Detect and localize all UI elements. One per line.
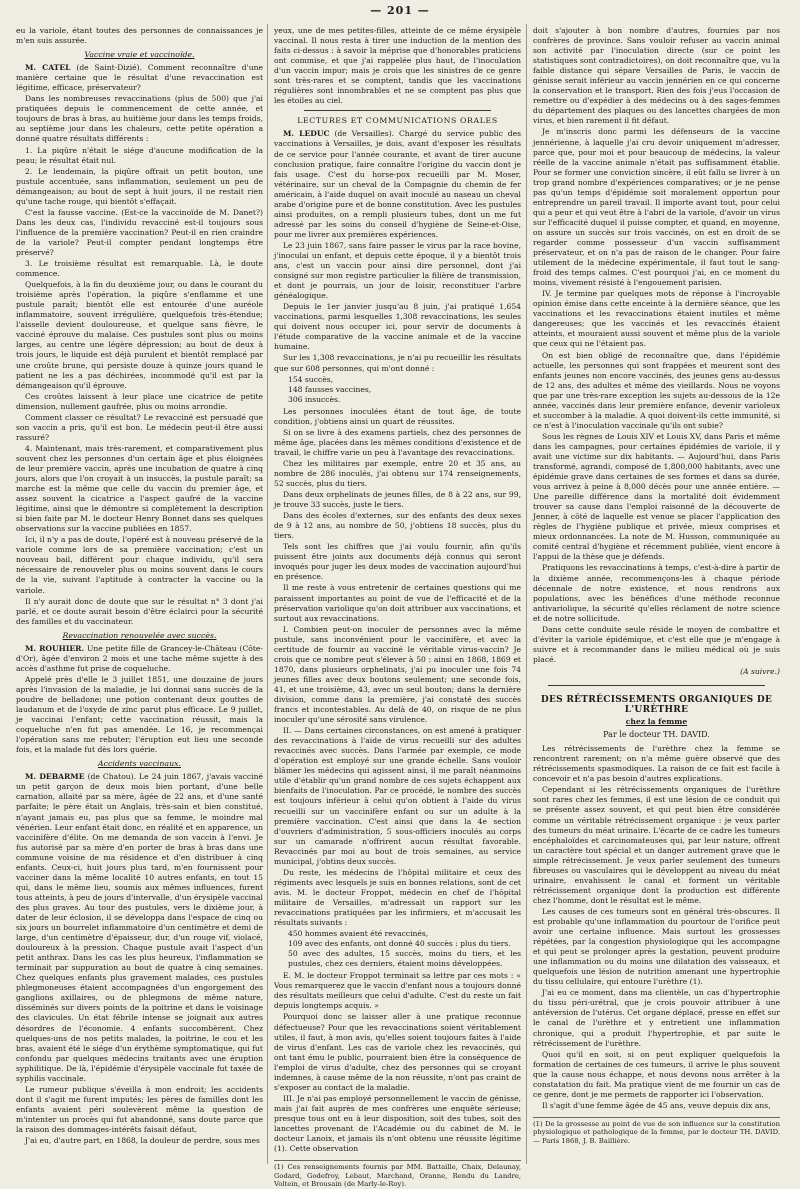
list-item: 154 succès, (288, 374, 334, 384)
paragraph: IV. Je termine par quelques mots de réponse à l'incroyable opinion émise dans cette enceinte à la dernière séance, que les vaccinations et les revaccinations étaient inutiles et même dangereuses; que les vaccinés et les revaccinés étaient atteints, et mouraient aussi souvent et même plus de la variole que ceux qui ne l'étaient pas. (533, 289, 780, 349)
paragraph: Je m'inscris donc parmi les défenseurs de la vaccine jennérienne, à laquelle j'ai cru devoir uniquement m'adresser, parce que, pour moi et pour beaucoup de médecins, la valeur réelle de la vaccine animale n'était pas suffisamment établie. Pour se former une conviction sincère, il eût fallu se livrer à un trop grand nombre d'expériences comparatives; or je ne pense pas qu'un temps d'épidémie soit moralement opportun pour entreprendre un pareil travail. Il importe avant tout, pour celui qui a peur et qui veut être à l'abri de la variole, d'avoir un virus sur l'efficacité duquel il puisse compter, et quand, en moyenne, on assure un succès sur trois vaccinés, on est en droit de se regarder comme possesseur d'un vaccin suffisamment préservateur, et on n'a pas de raison de le changer. Pour faire utilement de la médecine expérimentale, il faut tout le sang-froid des temps calmes. C'est pourquoi j'ai, en ce moment du moins, vivement résisté à l'engouement parisien. (533, 127, 780, 288)
paragraph: Les causes de ces tumeurs sont en général très-obscures. Il est probable qu'une inflammation du pourtour de l'orifice peut avoir une certaine influence. Mais surtout les grossesses répétées, par la congestion physiologique qui les accompagne et qui peut se prolonger après la gestation, peuvent produire une inflammation ou du moins une dilatation des vaisseaux, et quelquefois une lésion de nutrition amenant une hypertrophie du tissu cellulaire, qui entoure l'urèthre (1). (533, 906, 780, 987)
list-item: 109 avec des enfants, ont donné 40 succès : plus du tiers. (288, 939, 511, 949)
paragraph: 1. La piqûre n'était le siége d'aucune modification de la peau; le résultat était nul. (16, 145, 263, 165)
paragraph (274, 129, 521, 240)
paragraph: 3. Le troisième résultat est remarquable. Là, le doute commence. (16, 259, 263, 279)
paragraph: Il me reste à vous entretenir de certaines questions qui me paraissent importantes au point de vue de l'efficacité et de la préservation variolique qu'on doit attribuer aux vaccinations, et surtout aux revaccinations. (274, 583, 521, 623)
column-rule (526, 24, 527, 1164)
paragraph: Si on se livre à des examens partiels, chez des personnes de même âge, placées dans les mêmes conditions d'existence et de travail, le chiffre varie un peu à l'avantage des revaccinations. (274, 427, 521, 457)
paragraph: yeux, une de mes petites-filles, atteinte de ce même érysipèle vaccinal. Il nous resta à tirer une induction de la mention des faits ci-dessus : à savoir la méprise que d'honorables praticiens ont commise, et que j'ai rappelée plus haut, de l'inoculation d'un vaccin impur; mais je crois que les sinistres de ce genre sont très-rares et se comptent, tandis que les vaccinations régulières sont innombrables et ne se comptent pas plus que les étoiles au ciel. (274, 26, 521, 106)
paragraph: Sur les 1,308 revaccinations, je n'ai pu recueillir les résultats que sur 608 personnes, qui m'ont donné : (274, 353, 521, 373)
paragraph: Les personnes inoculées étant de tout âge, de toute condition, j'obtiens ainsi un quart de réussites. (274, 406, 521, 426)
speaker-name: M. LEDUC (283, 129, 330, 139)
paragraph: Ces croûtes laissent à leur place une cicatrice de petite dimension, nullement gaufrée, plus ou moins arrondie. (16, 391, 263, 411)
paragraph-text: (de Chatou). Le 24 juin 1867, j'avais vacciné un petit garçon de deux mois bien portant, d'une belle carnation, allaité par sa mère, âgée de 22 ans, et d'une santé parfaite; le père était un Anglais, très-sain et bien constitué, n'ayant jamais eu, pas plus que sa femme, le moindre mal vénérien. Leur enfant était donc, en réalité et en apparence, un vaccinifère d'élite. On me demanda de son vaccin à l'envi. Je fus autorisé par sa mère d'en porter de bras à bras dans une commune voisine de ma résidence et d'en distribuer à cinq enfants. Ceux-ci, huit jours plus tard, m'en fournissent pour vacciner dans la même localité 10 autres enfants, en tout 15 qui, dans le même lieu, soumis aux mêmes influences, furent tous atteints, à peu de jours d'intervalle, d'un érysipèle vaccinal des plus graves. Au tour des pustules, vers le dixième jour, à dater de leur éclosion, il se développa dans l'espace de cinq ou six jours un bourrelet inflammatoire d'un centimètre et demi de large, d'un centimètre d'épaisseur, dur, d'un rouge vif, violacé, douloureux à la pression. Chaque pustule avait l'aspect d'un petit anthrax. Dans les cas les plus heureux, l'inflammation se terminait par suppuration au bout de quatre à cinq semaines. Chez quelques enfants plus gravement malades, ces pustules phlegmoneuses étaient accompagnées d'un engorgement des ganglions axillaires, ou de phlegmons de même nature, disséminés sur divers points de la poitrine et dans le voisinage des clavicules. Un état fébrile intense se joignait aux autres désordres de l'économie. 4 enfants succombèrent. Chez quelques-uns de nos petits malades, la poitrine, le cou et les bras, avaient été le siége d'un érythème symptomatique, qui fut confondu par quelques médecins traitants avec une éruption syphilitique. De là, l'épidémie d'érysipèle vaccinale fut taxée de syphilis vaccinale. (16, 772, 263, 1083)
article-byline: Par le docteur TH. DAVID. (603, 730, 710, 740)
article-subtitle: chez la femme (625, 717, 688, 727)
paragraph: On est bien obligé de reconnaître que, dans l'épidémie actuelle, les personnes qui sont frappées et meurent sont des enfants jeunes non encore vaccinés, des jeunes gens au-dessus de 12 ans, des adultes et même des vieillards. Nous ne voyons que par une très-rare exception les sujets au-dessous de la 12e année, vaccinés dans leur première enfance, devenir varioleux et succomber à la maladie. A quoi doivent-ils cette immunité, si ce n'est à l'inoculation vaccinale qu'ils ont subie? (533, 350, 780, 430)
paragraph: Pratiquons les revaccinations à temps, c'est-à-dire à partir de la dixième année, recommençons-les à chaque période décennale de notre existence, et nous rendrons aux populations, avec les bénéfices d'une méthode reconnue antivariolique, la sécurité qu'elles réclament de notre science et de notre sollicitude. (533, 563, 780, 623)
paragraph: Le 23 juin 1867, sans faire passer le virus par la race bovine, j'inoculai un enfant, et depuis cette époque, il y a bientôt trois ans, c'est un vaccin pour ainsi dire personnel, dont j'ai consigné sur mon registre particulier la filière de transmission, et dont je pourrais, un jour de loisir, reconstituer l'arbre généalogique. (274, 240, 521, 301)
paragraph: Chez les militaires par exemple, entre 20 et 35 ans, au nombre de 286 inoculés, j'ai obtenu sur 174 renseignements, 52 succès, plus du tiers. (274, 458, 521, 489)
footnote: (1) Ces renseignements fournis par MM. Battaille, Chaix, Delaunay, Godard, Godefroy, Lebaut, Marchand, Oranne, Rendu du Landre, Voltein, et Brousain (de Marly-le-Roy). (274, 1160, 521, 1189)
paragraph: Quoi qu'il en soit, si on peut expliquer quelquefois la formation de certaines de ces tumeurs, il arrive le plus souvent que la cause nous échappe, et nous devons nous arrêter à la constatation du fait. Ma pratique vient de me fournir un cas de ce genre, dont je me permets de rapporter ici l'observation. (533, 1049, 780, 1099)
list-item: 306 insuccès. (288, 394, 341, 404)
paragraph-text: (de Versailles). Chargé du service public des vaccinations à Versailles, je dois, avant d'exposer les résultats de ce service pour l'année courante, et avant de tirer aucune conclusion pratique, faire connaître l'origine du vaccin dont je fais usage. C'est du horse-pox recueilli par M. Moser, vétérinaire, sur un cheval de la Compagnie du chemin de fer américain, à l'aide duquel on avait inoculé au naseau un cheval arabe d'origine pure et de bonne constitution. Avec les pustules ainsi produites, on a rempli plusieurs tubes, dont un me fut adressé par les soins du conseil d'hygiène de Seine-et-Oise, pour me livrer aux premières expériences. (274, 129, 521, 239)
paragraph (16, 772, 263, 1083)
paragraph: Sous les règnes de Louis XIV et Louis XV, dans Paris et même dans les campagnes, pour certaines épidémies de variole, il y avait une victime sur dix habitants. — Aujourd'hui, dans Paris transformé, agrandi, composé de 1,800,000 habitants, avec une épidémie grave dans certaines de ses formes et dans sa durée, vous arrivez à peine à 8,000 décès pour une année entière. — Une pareille différence dans la mortalité doit évidemment trouver sa cause dans l'emploi raisonné de la découverte de Jenner, à côté de laquelle est venue se placer l'application des règles de l'hygiène publique et privée, mieux comprises et mieux ordonnancées. La note de M. Husson, communiquée au comité central d'hygiène et récemment publiée, vient encore à l'appui de la thèse que je défends. (533, 431, 780, 562)
paragraph-text: Une petite fille de Grancey-le-Château (Côte-d'Or), âgée d'environ 2 mois et une tache même sujette à des accès d'asthme fut prise de coqueluche. (16, 643, 263, 673)
paragraph: Les rétrécissements de l'urèthre chez la femme se rencontrent rarement; on n'a même guère observé que des rétrécissements spasmodiques. La raison de ce fait est facile à concevoir et n'a pas besoin d'autres explications. (533, 744, 780, 784)
paragraph: Dans des écoles d'externes, sur des enfants des deux sexes de 9 à 12 ans, au nombre de 50, j'obtiens 18 succès, plus du tiers. (274, 511, 521, 541)
speaker-name: M. ROUHIER. (25, 643, 85, 653)
section-heading: LECTURES ET COMMUNICATIONS ORALES (297, 116, 498, 126)
paragraph: Il s'agit d'une femme âgée de 45 ans, veuve depuis dix ans, (542, 1100, 771, 1110)
speaker-name: M. CATEL (25, 63, 71, 73)
ornament-divider (533, 681, 780, 689)
paragraph: Dans deux orphelinats de jeunes filles, de 8 à 22 ans, sur 99, je trouve 33 succès, juste le tiers. (274, 490, 521, 510)
paragraph: Dans cette conduite seule réside le moyen de combattre et d'éviter la variole épidémique, et c'est elle que je m'engage à suivre et à recommander dans le milieu médical où je suis placé. (533, 624, 780, 664)
paragraph: Le rumeur publique s'éveilla à mon endroit; les accidents dont il s'agit me furent imputés; les pères de familles dont les enfants avaient péri soulevèrent même la question de m'intenter un procès qui fut abandonné, sans doute parce que la raison des dommages-intérêts faisait défaut. (16, 1084, 263, 1134)
results-list (288, 929, 521, 969)
paragraph: Depuis le 1er janvier jusqu'au 8 juin, j'ai pratiqué 1,654 vaccinations, parmi lesquelles 1,308 revaccinations, les seules qui doivent nous occuper ici, pour servir de documents à l'étude comparative de la vaccine animale et de la vaccine humaine. (274, 302, 521, 352)
paragraph: Cependant si les rétrécissements organiques de l'urèthre sont rares chez les femmes, il est une lésion de ce conduit qui se présente assez souvent, et qui peut bien être considérée comme un véritable rétrécissement organique : je veux parler des tumeurs du méat urinaire. L'écarte de ce cadre les tumeurs encéphaloïdes et carcinomateuses qui, par leur nature, offrent un caractère tout spécial et un danger autrement grave que le simple rétrécissement. Je veux parler seulement des tumeurs fibreuses ou vasculaires qui le développent au niveau du méat urinaire, envahissent le canal et forment un véritable rétrécissement organique dont la production est différente chez l'homme, dont le résultat est le même. (533, 785, 780, 905)
paragraph: C'est la fausse vaccine. (Est-ce la vaccinoïde de M. Danet?) Dans les deux cas, l'individu revacciné est-il toujours sous l'influence de la première vaccination? Peut-il en rien craindre de la variole? Peut-il compter pendant longtemps être préservé? (16, 207, 263, 257)
paragraph: Dans les nombreuses revaccinations (plus de 500) que j'ai pratiquées depuis le commencement de cette année, et toujours de bras à bras, au huitième jour dans les temps froids, au septième jour dans les chaleurs, cette petite opération a donné quatre résultats différents : (16, 94, 263, 144)
paragraph: Tels sont les chiffres que j'ai voulu fournir, afin qu'ils puissent être joints aux documents déjà connus qui seront invoqués pour juger les deux modes de vaccination aujourd'hui en présence. (274, 542, 521, 582)
to-be-continued: (A suivre.) (740, 666, 780, 676)
paragraph: J'ai eu, d'autre part, en 1868, la douleur de perdre, sous mes (25, 1136, 260, 1146)
column-rule (267, 24, 268, 1164)
paragraph: J'ai eu ce moment, dans ma clientèle, un cas d'hypertrophie du tissu péri-urétral, que je crois pouvoir attribuer à une antéversion de l'utérus. Cet organe déplacé, presse en effet sur le canal de l'urèthre et y entretient une inflammation chronique, qui a produit l'hypertrophie, et par suite le rétrécissement de l'urèthre. (533, 988, 780, 1048)
page-number: — 201 — (370, 4, 430, 17)
results-list (288, 375, 521, 405)
paragraph: eu la variole, étant toutes des personnes de connaissances je m'en suis assurée. (16, 26, 263, 46)
section-heading: Revaccination renouvelée avec succès. (62, 630, 217, 640)
section-heading: Accidents vaccinaux. (98, 759, 181, 769)
column-left (16, 26, 263, 1166)
paragraph: Du reste, les médecins de l'hôpital militaire et ceux des régiments avec lesquels je suis en bonnes relations, sont de cet avis. M. le docteur Froppot, médecin en chef de l'hôpital militaire de Versailles, m'adressait un rapport sur les revaccinations pratiquées par les infirmiers, et m'accusait les résultats suivants : (274, 867, 521, 928)
paragraph: III. Je n'ai pas employé personnellement le vaccin de génisse, mais j'ai fait auprès de mes confrères une enquête sérieuse; presque tous ont eu à leur disposition, soit des tubes, soit des lancettes provenant de l'Académie ou du cabinet de M. le docteur Lanoix, et jamais ils n'ont obtenu une réussite légitime (1). Cette observation (274, 1093, 521, 1154)
paragraph-text: (de Saint-Dizié). Comment reconnaître d'une manière certaine que le résultat d'une revaccination est légitime, efficace, préservateur? (16, 63, 263, 93)
section-heading: Vaccine vraie et vaccinoïde. (84, 50, 195, 60)
paragraph: I. Combien peut-on inoculer de personnes avec la même pustule, sans inconvénient pour le vaccinifère, et avec la certitude de fournir au vacciné le véritable virus-vaccin? Je crois que ce nombre peut s'élever à 50 : ainsi en 1868, 1869 et 1870, dans plusieurs orphelinats, j'ai pu inoculer une fois 74 jeunes filles avec deux boutons seulement; une seconde fois, 41, et une troisième, 43, avec un seul bouton; dans la dernière division, comme dans la première, j'ai constaté des succès francs et incontestables. Au delà de 40, on risque de ne plus inoculer qu'une sérosité sans virulence. (274, 624, 521, 725)
paragraph: Pourquoi donc se laisser aller à une pratique reconnue défectueuse? Pour que les revaccinations soient véritablement utiles, il faut, à mon avis, qu'elles soient toujours faites à l'aide de virus d'enfant. Les cas de variole chez les revaccinés, qui ont tant ému le public, pourraient bien être la conséquence de l'emploi de virus d'adulte, chez des personnes qui se croyant indemnes, à cause même de la non réussite, n'ont pas craint de s'exposer au contact de la maladie. (274, 1012, 521, 1092)
paragraph: E. M. le docteur Froppot terminait sa lettre par ces mots : « Vous remarquerez que le vaccin d'enfant nous a toujours donné des résultats meilleurs que celui d'adulte. C'est du reste un fait depuis longtemps acquis. » (274, 971, 521, 1011)
paragraph: Il n'y aurait donc de doute que sur le résultat n° 3 dont j'ai parlé, et ce doute aurait besoin d'être éclairci pour la sécurité des familles et du vaccinateur. (16, 596, 263, 626)
paragraph: Quelquefois, à la fin du deuxième jour, ou dans le courant du troisième après l'opération, la piqûre s'enflamme et une pustule paraît; bientôt elle est entourée d'une auréole inflammatoire, souvent irrégulière, quelquefois très-étendue; l'aisselle devient douloureuse, et quelque sans fièvre, le vacciné éprouve du malaise. Ces pustules sont plus ou moins larges, au centre une légère dépression; au bout de deux à trois jours, le liquide est déjà purulent et bientôt remplacé par une croûte brune, qui persiste douze à quinze jours quand le patient ne les a pas déchirées, incommodé qu'il est par la démangeaison qu'il éprouve. (16, 280, 263, 390)
paragraph: Comment classer ce résultat? Le revacciné est persuadé que son vaccin a pris, qu'il est bon. Le médecin peut-il être aussi rassuré? (16, 412, 263, 442)
column-right (533, 26, 780, 1166)
paragraph: 4. Maintenant, mais très-rarement, et comparativement plus souvent chez les personnes d'un certain âge et plus éloignées de leur première vaccin, après une incubation de quatre à cinq jours, alors que l'on croyait à un insuccès, la pustule paraît; sa marche est la même que celle du vaccin du premier âge, et assez souvent la cicatrice a l'aspect gaufré de la vaccine légitime, ainsi que le démontre si complètement la description si bien faite par M. le docteur Henry Bonnet dans ses quelques observations sur la vaccine publiées en 1857. (16, 443, 263, 534)
paragraph: Appelé près d'elle le 3 juillet 1851, une douzaine de jours après l'invasion de la maladie, je lui donnai sans succès de la poudre de belladone; une potion contenant deux gouttes de laudanum et de l'oxyde de zinc parut plus efficace. Le 9 juillet, je vaccinai l'enfant; cette vaccination réussit, mais la coqueluche n'en fut pas amendée. Le 16, je recommençai l'opération sans me rebuter; l'éruption eut lieu une seconde fois, et la malade fut dès lors guérie. (16, 674, 263, 755)
column-middle (274, 26, 521, 1189)
divider (304, 110, 491, 111)
paragraph: Ici, il n'y a pas de doute, l'opéré est à nouveau préservé de la variole comme lors de sa première vaccination; c'est un nouveau bail, différent pour chaque individu, qu'il sera nécessaire de renouveler plus ou moins souvent dans le cours de la vie, suivant l'aptitude à contracter la vaccine ou la variole. (16, 535, 263, 595)
paragraph: 2. Le lendemain, la piqûre offrait un petit bouton, une pustule accentuée, sans inflammation, seulement un peu de démangeaison; au bout de sept à huit jours, il ne restait rien qu'une tache rouge, qui bientôt s'effaçait. (16, 166, 263, 206)
list-item: 450 hommes avaient été revaccinés, (288, 929, 429, 939)
footnote: (1) De la grossesse au point de vue de son influence sur la constitution physiologique et pathologique de la femme, par le docteur TH. DAVID. — Paris 1868, J. B. Baillière. (533, 1117, 780, 1146)
list-item: 50 avec des adultes, 15 succès, moins du tiers, et les pustules, chez ces derniers, étaient moins développées. (288, 949, 521, 969)
paragraph: doit s'ajouter à bon nombre d'autres, fournies par nos confrères de province. Sans vouloir refuser au vaccin animal son activité par l'inoculation directe (sur ce point les statistiques sont contradictoires), on doit reconnaître que, vu la faible distance qui sépare Versailles de Paris, le vaccin de génisse serait inférieur au vaccin jennérien en ce qui concerne la conservation et le transport. Rien des fois j'eus l'occasion de remettre ou d'expédier à des médecins ou à des sages-femmes du département des plaques ou des lancettes chargées de mon virus, et bien rarement il fit défaut. (533, 26, 780, 126)
list-item: 148 fausses vaccines, (288, 384, 372, 394)
paragraph: II. — Dans certaines circonstances, on est amené à pratiquer des revaccinations à l'aide de virus recueilli sur des adultes revaccinés avec succès. Dans l'armée par exemple, ce mode d'opération est employé sur une grande échelle. Sans vouloir blâmer les médecins qui agissent ainsi, il me paraît néanmoins utile d'établir qu'un grand nombre de ces sujets échappent aux bienfaits de l'inoculation. Par ce procédé, le nombre des succès est toujours inférieur à celui qu'on obtient à l'aide du virus recueilli sur un vaccinifère enfant ou sur un adulte à la première vaccination. C'est ainsi que dans la 4e section d'ouvriers d'administration, 5 sous-officiers inoculés au corps sur un camarade n'offrirent aucun résultat favorable. Revaccinés par moi au bout de trois semaines, au service municipal, j'obtins deux succès. (274, 726, 521, 866)
paragraph (16, 644, 263, 674)
paragraph (16, 63, 263, 93)
speaker-name: M. DEBARME (25, 772, 85, 782)
article-title: DES RÉTRÉCISSEMENTS ORGANIQUES DE L'URÈTHRE (540, 695, 773, 716)
